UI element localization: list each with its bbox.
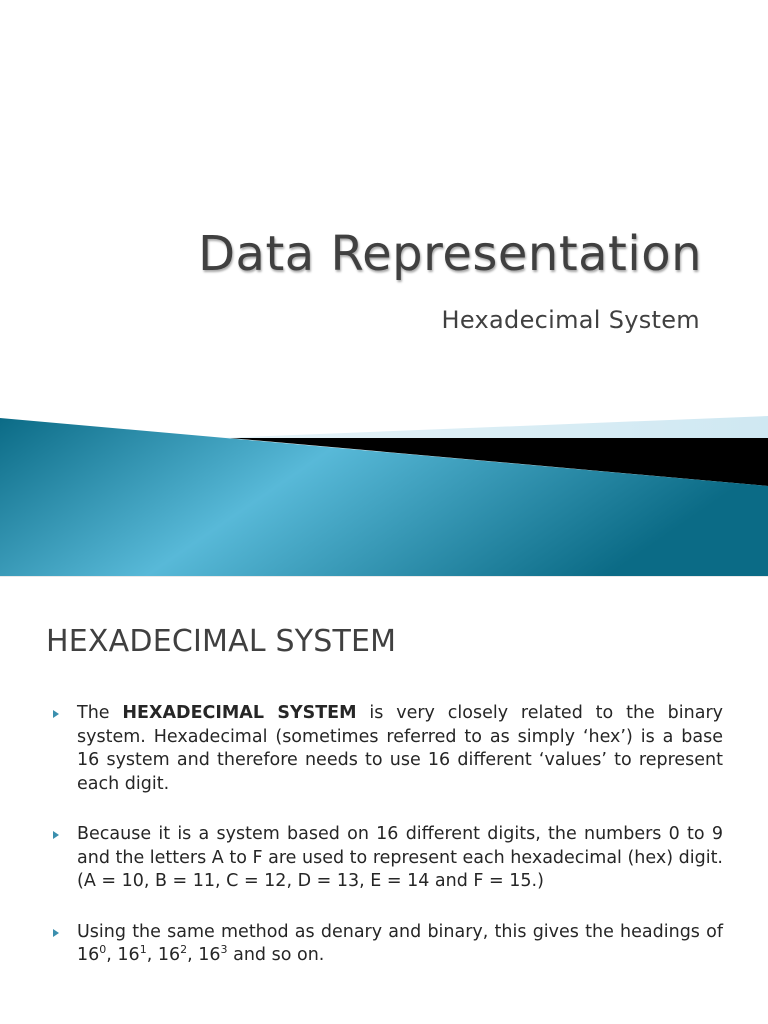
bullet-text: and so on. — [227, 945, 325, 965]
bullet-item — [53, 921, 723, 968]
separator: , — [146, 945, 158, 965]
power-base: 16 — [77, 945, 100, 965]
bullet-text: The — [77, 703, 123, 723]
bullet-text: Using the same method as denary and binary, this gives the headings of — [77, 921, 723, 942]
content-slide — [0, 577, 768, 1024]
separator: , — [187, 945, 199, 965]
separator: , — [106, 945, 118, 965]
bullet-arrow-icon — [53, 831, 59, 839]
bullet-item — [53, 823, 723, 894]
slide-subtitle: Hexadecimal System — [441, 306, 700, 334]
bullet-item — [53, 702, 723, 796]
slide-title: Data Representation — [198, 226, 702, 282]
power-exponent: 2 — [180, 943, 188, 957]
power-base: 16 — [198, 945, 221, 965]
power-exponent: 3 — [220, 943, 228, 957]
power-base: 16 — [157, 945, 181, 965]
bullet-list — [53, 702, 723, 995]
bullet-text: is very closely related to the binary system. Hexadecimal (sometimes referred to as simply ‘hex’) is a base 16 system and therefore needs to use 16 different ‘values’ to represent each digit. — [77, 703, 723, 794]
bullet-text: Because it is a system based on 16 different digits, the numbers 0 to 9 and the letters A to F are used to represent each hexadecimal (hex) digit. (A = 10, B = 11, C = 12, D = 13, E = 14 and F = 15.) — [77, 824, 723, 891]
power-base: 16 — [117, 945, 140, 965]
content-heading: HEXADECIMAL SYSTEM — [46, 624, 397, 659]
bullet-emphasis: HEXADECIMAL SYSTEM — [122, 703, 357, 723]
bullet-arrow-icon — [53, 710, 59, 718]
bullet-arrow-icon — [53, 929, 59, 937]
pale-stripe — [220, 416, 768, 438]
power-exponent: 0 — [99, 943, 107, 957]
power-exponent: 1 — [139, 943, 147, 957]
decorative-band — [0, 400, 768, 576]
